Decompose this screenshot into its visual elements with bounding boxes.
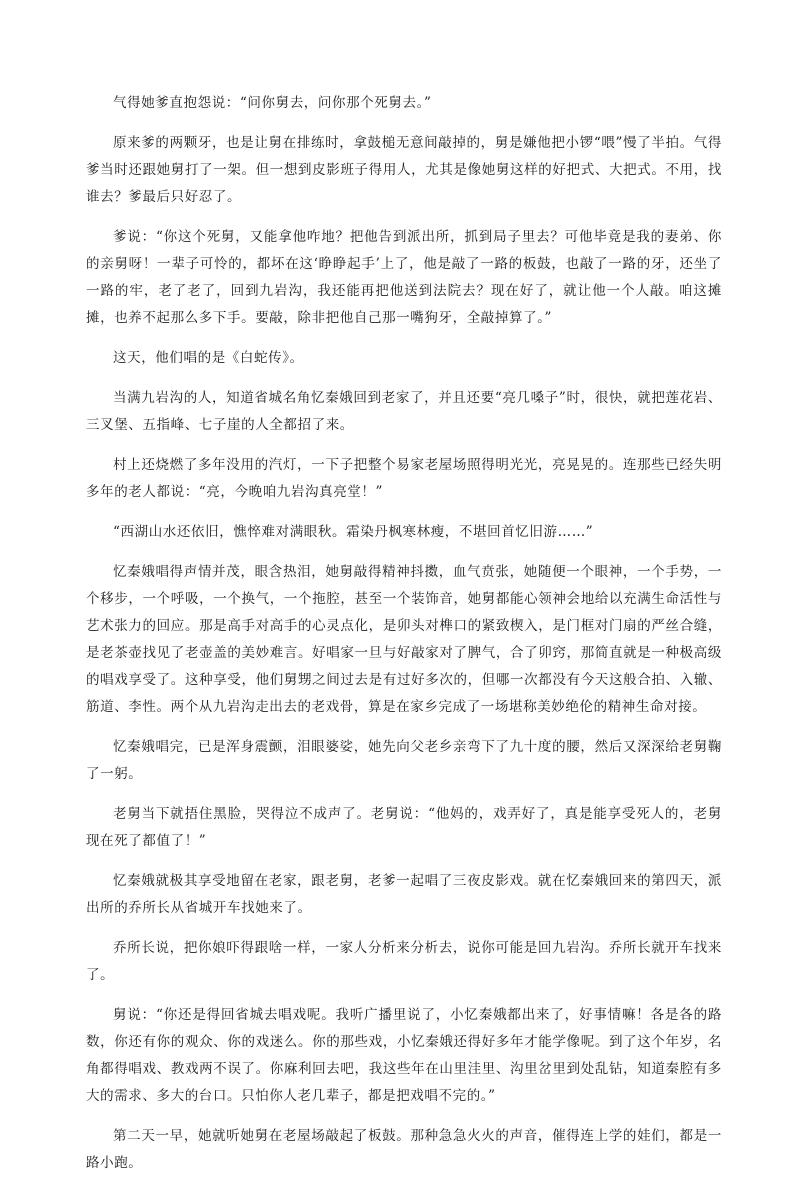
- paragraph: 舅说：“你还是得回省城去唱戏呢。我听广播里说了，小忆秦娥都出来了，好事情嘛！各是各的路数，你还有你的观众、你的戏迷么。你的那些戏，小忆秦娥还得好多年才能学像呢。到了这个年岁，名角都得唱戏、教戏两不误了。你麻利回去吧，我这些年在山里洼里、沟里岔里到处乱钻，知道秦腔有多大的需求、多大的台口。只怕你人老几辈子，都是把戏唱不完的。”: [86, 1007, 722, 1104]
- paragraph: 忆秦娥唱完，已是浑身震颤，泪眼婆娑，她先向父老乡亲弯下了九十度的腰，然后又深深给老舅鞠了一躬。: [86, 739, 722, 782]
- paragraph: 老舅当下就捂住黑脸，哭得泣不成声了。老舅说：“他妈的，戏弄好了，真是能享受死人的，老舅现在死了都值了！”: [86, 806, 722, 849]
- paragraph: “西湖山水还依旧，憔悴难对满眼秋。霜染丹枫寒林瘦，不堪回首忆旧游……”: [113, 524, 594, 540]
- paragraph: 爹说：“你这个死舅，又能拿他咋地？把他告到派出所，抓到局子里去？可他毕竟是我的妻弟、你的亲舅呀！一辈子可怜的，都坏在这‘睁睁起手’上了，他是敲了一路的板鼓，也敲了一路的牙，还坐了一路的牢，老了老了，回到九岩沟，我还能再把他送到法院去？现在好了，就让他一个人敲。咱这摊摊，也养不起那么多下手。要敲，除非把他自己那一嘴狗牙，全敲掉算了。”: [86, 229, 722, 326]
- paragraph: 忆秦娥唱得声情并茂，眼含热泪，她舅敲得精神抖擞，血气贲张，她随便一个眼神，一个手势，一个移步，一个呼吸，一个换气，一个拖腔，甚至一个装饰音，她舅都能心领神会地给以充满生命活性与艺术张力的回应。那是高手对高手的心灵点化，是卯头对榫口的紧致楔入，是门框对门扇的严丝合缝，是老茶壶找见了老壶盖的美妙难言。好唱家一旦与好敲家对了脾气，合了卯窍，那简直就是一种极高级的唱戏享受了。这种享受，他们舅甥之间过去是有过好多次的，但哪一次都没有今天这般合拍、入辙、筋道、李性。两个从九岩沟走出去的老戏骨，算是在家乡完成了一场堪称美妙绝伦的精神生命对接。: [86, 564, 722, 715]
- paragraph: 乔所长说，把你娘吓得跟啥一样，一家人分析来分析去，说你可能是回九岩沟。乔所长就开车找来了。: [86, 940, 722, 983]
- paragraph: 第二天一早，她就听她舅在老屋场敲起了板鼓。那种急急火火的声音，催得连上学的娃们，都是一路小跑。: [86, 1128, 722, 1171]
- paragraph: 原来爹的两颗牙，也是让舅在排练时，拿鼓槌无意间敲掉的，舅是嫌他把小锣“喂”慢了半拍。气得爹当时还跟她舅打了一架。但一想到皮影班子得用人，尤其是像她舅这样的好把式、大把式。不用，找谁去？爹最后只好忍了。: [86, 135, 722, 205]
- paragraph: 村上还烧燃了多年没用的汽灯，一下子把整个易家老屋场照得明光光，亮晃晃的。连那些已经失明多年的老人都说：“亮，今晚咱九岩沟真亮堂！”: [86, 457, 722, 500]
- paragraph: 这天，他们唱的是《白蛇传》。: [113, 350, 304, 366]
- article-body: [86, 90, 722, 1177]
- paragraph: 忆秦娥就极其享受地留在老家，跟老舅，老爹一起唱了三夜皮影戏。就在忆秦娥回来的第四天，派出所的乔所长从省城开车找她来了。: [86, 873, 722, 916]
- paragraph: 当满九岩沟的人，知道省城名角忆秦娥回到老家了，并且还要“亮几嗓子”时，很快，就把莲花岩、三叉堡、五指峰、七子崖的人全都招了来。: [86, 390, 722, 433]
- paragraph: 气得她爹直抱怨说：“问你舅去，问你那个死舅去。”: [113, 95, 432, 111]
